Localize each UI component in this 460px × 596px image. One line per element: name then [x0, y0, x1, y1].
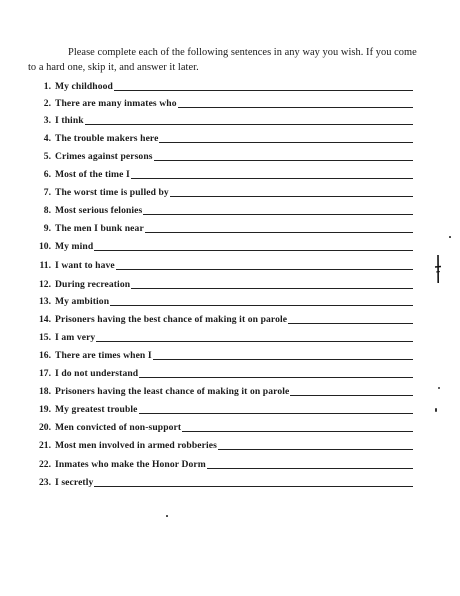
sentence-item-6: [26, 167, 413, 181]
answer-line[interactable]: [110, 305, 413, 306]
item-number: 6.: [43, 169, 51, 180]
answer-line[interactable]: [170, 196, 413, 197]
sentence-item-1: [26, 79, 413, 93]
sentence-stem: My mind: [55, 241, 94, 252]
item-number: 13.: [39, 296, 51, 307]
item-number: 16.: [39, 350, 51, 361]
sentence-item-18: [26, 384, 413, 398]
answer-line[interactable]: [114, 90, 413, 91]
item-number: 20.: [39, 422, 51, 433]
answer-line[interactable]: [116, 269, 413, 270]
item-number: 10.: [39, 241, 51, 252]
answer-line[interactable]: [145, 232, 413, 233]
item-number: 5.: [43, 151, 51, 162]
answer-line[interactable]: [131, 178, 413, 179]
item-number: 1.: [43, 81, 51, 92]
sentence-item-2: [26, 96, 413, 110]
sentence-stem: My greatest trouble: [55, 404, 138, 415]
sentence-item-16: [26, 348, 413, 362]
item-number: 17.: [39, 368, 51, 379]
answer-line[interactable]: [288, 323, 413, 324]
item-number: 23.: [39, 477, 51, 488]
sentence-stem: Most men involved in armed robberies: [55, 440, 217, 451]
item-number: 19.: [39, 404, 51, 415]
answer-line[interactable]: [218, 449, 413, 450]
sentence-item-7: [26, 185, 413, 199]
sentence-item-21: [26, 438, 413, 452]
answer-line[interactable]: [178, 107, 413, 108]
sentence-stem: Prisoners having the least chance of making it on parole: [55, 386, 290, 397]
sentence-stem: I am very: [55, 332, 96, 343]
sentence-item-4: [26, 131, 413, 145]
answer-line[interactable]: [131, 288, 413, 289]
sentence-stem: I secretly: [55, 477, 94, 488]
item-number: 4.: [43, 133, 51, 144]
sentence-stem: My ambition: [55, 296, 110, 307]
sentence-item-17: [26, 366, 413, 380]
sentence-item-3: [26, 113, 413, 127]
item-number: 18.: [39, 386, 51, 397]
sentence-item-22: [26, 457, 413, 471]
sentence-item-8: [26, 203, 413, 217]
scan-speck: [438, 387, 440, 389]
answer-line[interactable]: [207, 468, 413, 469]
item-number: 14.: [39, 314, 51, 325]
sentence-stem: Crimes against persons: [55, 151, 153, 162]
answer-line[interactable]: [143, 214, 413, 215]
sentence-item-11: [26, 258, 413, 272]
sentence-item-5: [26, 149, 413, 163]
scan-speck: [166, 515, 168, 517]
sentence-stem: Most of the time I: [55, 169, 130, 180]
answer-line[interactable]: [94, 250, 413, 251]
sentence-stem: Inmates who make the Honor Dorm: [55, 459, 206, 470]
sentence-item-20: [26, 420, 413, 434]
margin-pen-mark: [434, 254, 442, 284]
answer-line[interactable]: [153, 359, 413, 360]
item-number: 8.: [43, 205, 51, 216]
item-number: 9.: [43, 223, 51, 234]
sentence-item-10: [26, 239, 413, 253]
item-number: 21.: [39, 440, 51, 451]
answer-line[interactable]: [139, 377, 413, 378]
item-number: 12.: [39, 279, 51, 290]
item-number: 3.: [43, 115, 51, 126]
sentence-item-23: [26, 475, 413, 489]
sentence-item-14: [26, 312, 413, 326]
item-number: 2.: [43, 98, 51, 109]
item-number: 22.: [39, 459, 51, 470]
answer-line[interactable]: [85, 124, 413, 125]
sentence-stem: My childhood: [55, 81, 113, 92]
answer-line[interactable]: [96, 341, 413, 342]
sentence-stem: During recreation: [55, 279, 131, 290]
answer-line[interactable]: [182, 431, 413, 432]
sentence-item-9: [26, 221, 413, 235]
answer-line[interactable]: [154, 160, 413, 161]
scan-speck: [435, 408, 437, 412]
sentence-item-13: [26, 294, 413, 308]
sentence-item-15: [26, 330, 413, 344]
sentence-stem: There are times when I: [55, 350, 152, 361]
sentence-stem: Prisoners having the best chance of making it on parole: [55, 314, 288, 325]
instructions-text: Please complete each of the following sentences in any way you wish. If you come to a hard one, skip it, and answer it later.: [28, 47, 417, 73]
scan-speck: [449, 236, 451, 238]
sentence-item-19: [26, 402, 413, 416]
sentence-stem: I do not understand: [55, 368, 139, 379]
sentence-stem: The worst time is pulled by: [55, 187, 169, 198]
sentence-stem: The men I bunk near: [55, 223, 144, 234]
answer-line[interactable]: [139, 413, 413, 414]
sentence-stem: There are many inmates who: [55, 98, 177, 109]
answer-line[interactable]: [159, 142, 413, 143]
sentence-stem: I want to have: [55, 260, 115, 271]
sentence-stem: Most serious felonies: [55, 205, 143, 216]
sentence-item-12: [26, 277, 413, 291]
sentence-stem: The trouble makers here: [55, 133, 159, 144]
answer-line[interactable]: [290, 395, 413, 396]
item-number: 15.: [39, 332, 51, 343]
item-number: 11.: [39, 260, 51, 271]
answer-line[interactable]: [94, 486, 413, 487]
sentence-stem: Men convicted of non-support: [55, 422, 182, 433]
sentence-stem: I think: [55, 115, 84, 126]
item-number: 7.: [43, 187, 51, 198]
